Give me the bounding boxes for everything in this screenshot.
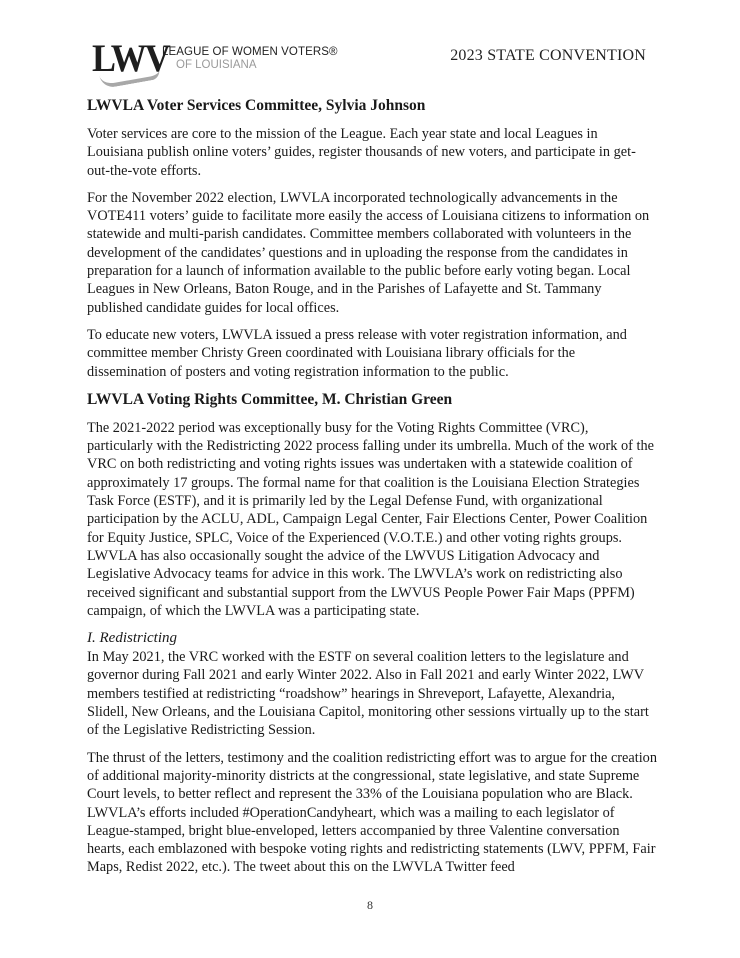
paragraph: To educate new voters, LWVLA issued a press release with voter registration information, and committee member Christy Green coordinated with Louisiana library officials for the dissemination of posters and voting registration information to the public. <box>87 326 627 380</box>
paragraph: Voter services are core to the mission of the League. Each year state and local Leagues in Louisiana publish online voters’ guides, register thousands of new voters, and participate in get-out-the-vote efforts. <box>87 126 636 179</box>
document-body <box>87 96 657 886</box>
voter-services-section <box>87 96 657 381</box>
convention-title: 2023 STATE CONVENTION <box>450 47 646 64</box>
lwv-louisiana-logo <box>92 35 338 86</box>
page-number: 8 <box>367 898 373 912</box>
logo-state-name: OF LOUISIANA <box>176 59 257 71</box>
logo-mark: LWV <box>92 35 169 80</box>
subsection-heading: I. Redistricting <box>87 630 177 647</box>
paragraph: In May 2021, the VRC worked with the ESTF on several coalition letters to the legislature and governor during Fall 2021 and early Winter 2022. Also in Fall 2021 and early Winter 2022, LWV members testified at redistricting “roadshow” hearings in Shreveport, Lafayette, Alexandria, Slidell, New Orleans, and the Louisiana Capitol, monitoring other sessions virtually up to the start of the Legislative Redistricting Session. <box>87 649 649 739</box>
logo-org-name: LEAGUE OF WOMEN VOTERS® <box>162 46 338 58</box>
paragraph: The thrust of the letters, testimony and the coalition redistricting effort was to argue for the creation of additional majority-minority districts at the congressional, state legislative, and state Supreme Court levels, to better reflect and represent the 33% of the Louisiana population who are Black. LWVLA’s efforts included #OperationCandyheart, which was a mailing to each legislator of League-stamped, bright blue-enveloped, letters accompanied by three Valentine conversation hearts, each emblazoned with bespoke voting rights and redistricting statements (LWV, PPFM, Fair Maps, Redist 2022, etc.). The tweet about this on the LWVLA Twitter feed <box>87 749 657 876</box>
paragraph: The 2021-2022 period was exceptionally busy for the Voting Rights Committee (VRC), particularly with the Redistricting 2022 process falling under its umbrella. Much of the work of the VRC on both redistricting and voting rights issues was undertaken with a statewide coalition of approximately 17 groups. The formal name for that coalition is the Louisiana Election Strategies Task Force (ESTF), and it is primarily led by the Legal Defense Fund, with organizational participation by the ACLU, ADL, Campaign Legal Center, Fair Elections Center, Power Coalition for Equity Justice, SPLC, Voice of the Experienced (V.O.T.E.) and other voting rights groups. LWVLA has also occasionally sought the advice of the LWVUS Litigation Advocacy and Legislative Advocacy teams for advice in this work. The LWVLA’s work on redistricting also received significant and substantial support from the LWVUS People Power Fair Maps (PPFM) campaign, of which the LWVLA was a participating state. <box>87 419 654 619</box>
voting-rights-section <box>87 390 657 877</box>
section-heading: LWVLA Voting Rights Committee, M. Christian Green <box>87 390 453 408</box>
page-header <box>0 0 740 90</box>
section-heading: LWVLA Voter Services Committee, Sylvia Johnson <box>87 97 426 114</box>
paragraph: For the November 2022 election, LWVLA incorporated technologically advancements in the VOTE411 voters’ guide to facilitate more easily the access of Louisiana citizens to information on statewide and multi-parish candidates. Committee members collaborated with volunteers in the development of the candidates’ questions and in uploading the response from the candidates in preparation for a launch of information available to the public before early voting began. Local Leagues in New Orleans, Baton Rouge, and in the Parishes of Lafayette and St. Tammany published candidate guides for local offices. <box>87 189 650 316</box>
